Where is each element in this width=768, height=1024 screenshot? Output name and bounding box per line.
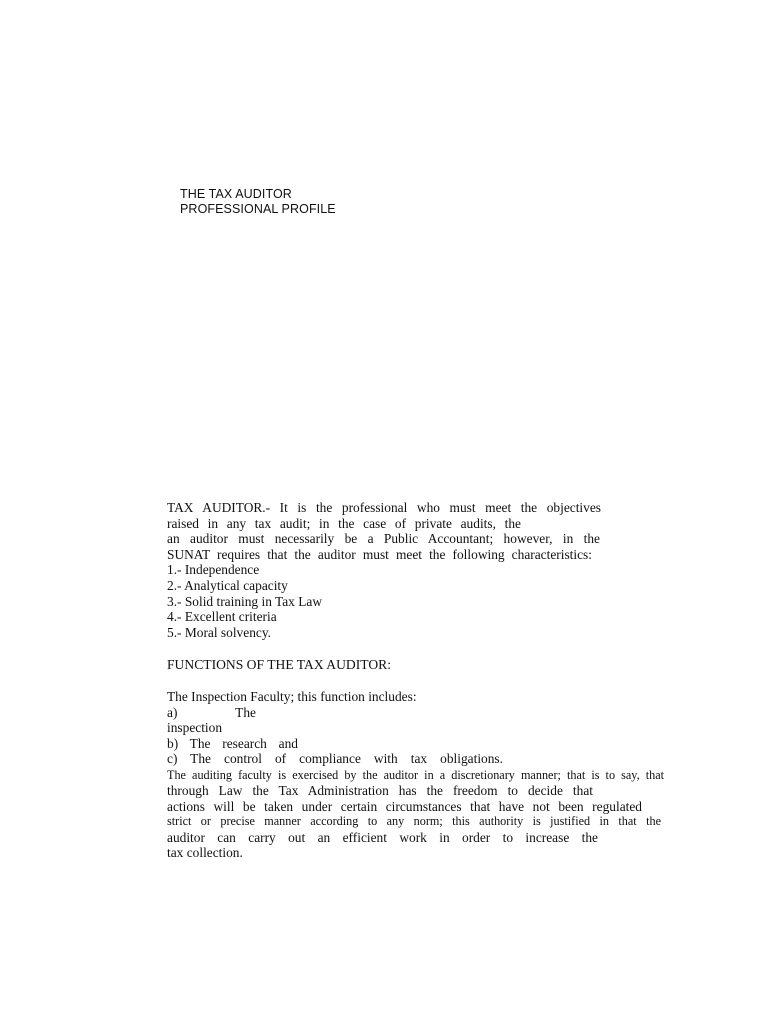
intro-line: raised in any tax audit; in the case of private audits, the [167,515,521,531]
inspection-item: c) The control of compliance with tax obligations. [167,751,503,767]
intro-line: an auditor must necessarily be a Public Accountant; however, in the [167,531,600,547]
inspection-item: a) The inspection [167,704,256,736]
characteristic-item: 3.- Solid training in Tax Law [167,593,323,609]
discretion-line: actions will be taken under certain circumstances that have not been regulated [167,798,642,814]
functions-heading: FUNCTIONS OF THE TAX AUDITOR: [167,657,391,672]
title-line-2: PROFESSIONAL PROFILE [180,201,336,216]
discretion-line: through Law the Tax Administration has the freedom to decide that [167,783,593,798]
discretion-paragraph [167,767,663,861]
document-title [180,187,336,216]
characteristic-item: 5.- Moral solvency. [167,624,271,640]
intro-line: SUNAT requires that the auditor must meet the following characteristics: [167,546,592,562]
discretion-line: tax collection. [167,845,243,861]
intro-paragraph [167,500,603,640]
inspection-item: b) The research and [167,735,298,751]
discretion-line: strict or precise manner according to any norm; this authority is justified in that the [167,814,661,829]
characteristic-item: 2.- Analytical capacity [167,577,288,593]
title-line-1: THE TAX AUDITOR [180,187,292,201]
discretion-line: auditor can carry out an efficient work in order to increase the [167,829,598,845]
inspection-list [167,689,507,767]
intro-line: TAX AUDITOR.- It is the professional who must meet the objectives [167,500,601,515]
inspection-intro: The Inspection Faculty; this function includes: [167,689,417,704]
discretion-line: The auditing faculty is exercised by the auditor in a discretionary manner; that is to say, that [167,768,664,782]
characteristic-item: 4.- Excellent criteria [167,609,277,625]
characteristic-item: 1.- Independence [167,562,260,578]
